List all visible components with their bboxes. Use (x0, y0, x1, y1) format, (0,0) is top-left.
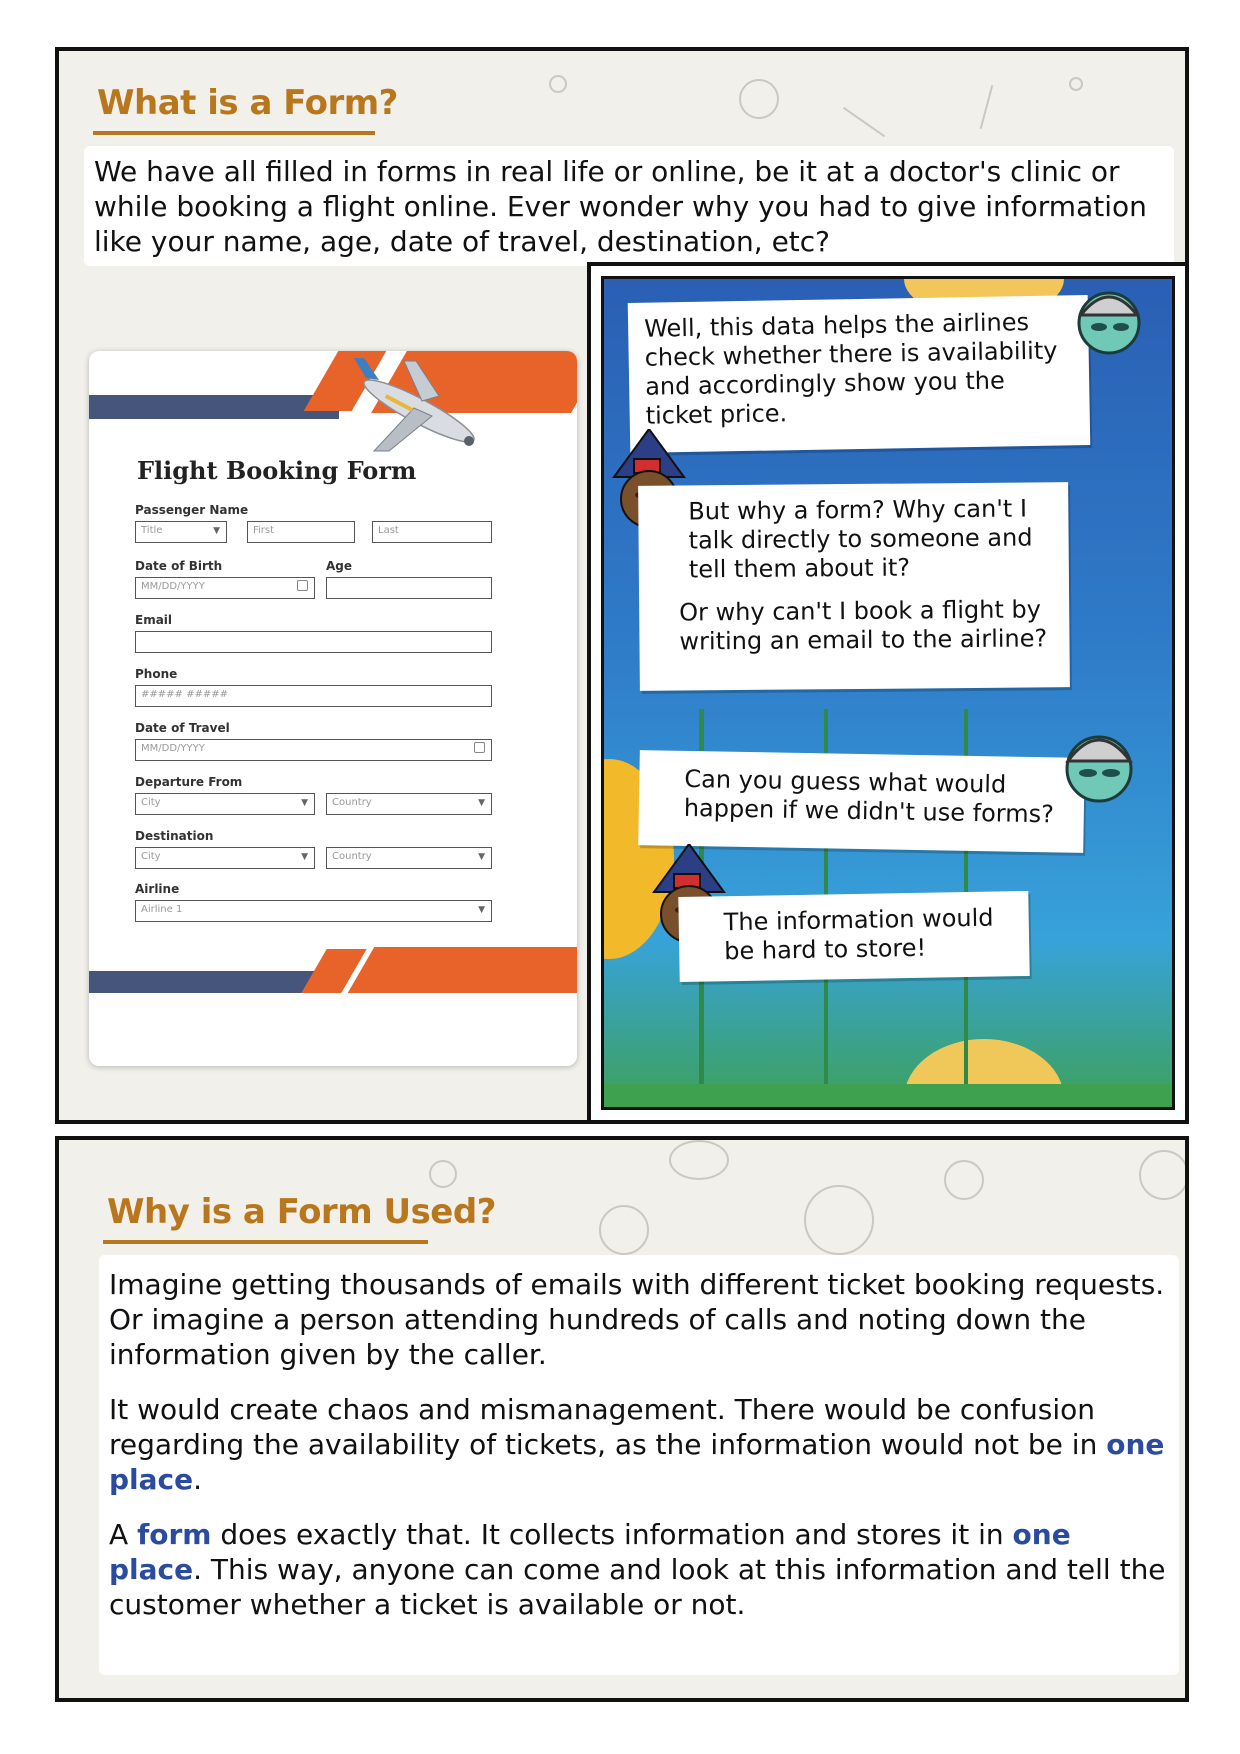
first-name-input[interactable]: First (247, 521, 355, 543)
decor-circle (599, 1205, 649, 1255)
speech-bubble (638, 482, 1070, 691)
chevron-down-icon: ▼ (478, 852, 485, 862)
highlight-one-place: one place (109, 1428, 1165, 1496)
heading-underline (93, 131, 375, 135)
airplane-icon (344, 356, 494, 461)
flight-booking-form (89, 351, 577, 1066)
email-input[interactable] (135, 631, 492, 653)
decor-line (980, 85, 994, 129)
airline-label: Airline (135, 882, 180, 896)
decor-circle (739, 79, 779, 119)
calendar-icon (474, 742, 485, 753)
chevron-down-icon: ▼ (301, 852, 308, 862)
last-name-input[interactable]: Last (372, 521, 492, 543)
grass (604, 1084, 1172, 1110)
speech-bubble (678, 891, 1029, 982)
destination-label: Destination (135, 829, 214, 843)
dob-input[interactable]: MM/DD/YYYY (135, 577, 315, 599)
phone-label: Phone (135, 667, 178, 681)
paragraph-1: Imagine getting thousands of emails with different ticket booking requests. Or imagine a person attending hundreds of calls and noting down the information given by the caller. (109, 1268, 1165, 1371)
chevron-down-icon: ▼ (478, 905, 485, 915)
chevron-down-icon: ▼ (478, 798, 485, 808)
decor-circle (1139, 1150, 1189, 1200)
navy-stripe (89, 971, 319, 993)
decor-circle (669, 1140, 729, 1180)
why-is-a-form-used-panel (55, 1136, 1189, 1702)
travel-date-input[interactable]: MM/DD/YYYY (135, 739, 492, 761)
travel-date-label: Date of Travel (135, 721, 230, 735)
phone-input[interactable]: ##### ##### (135, 685, 492, 707)
robot-character-icon (1069, 279, 1149, 359)
decor-line (843, 107, 885, 137)
explanation-card (99, 1255, 1179, 1675)
highlight-one-place: one place (109, 1518, 1071, 1586)
intro-text: We have all filled in forms in real life or online, be it at a doctor's clinic or while booking a flight online. Ever wonder why you had to give information like your name, age, date of travel, destination, etc? (94, 155, 1147, 258)
calendar-icon (297, 580, 308, 591)
chevron-down-icon: ▼ (213, 526, 220, 536)
airline-select[interactable]: Airline 1 ▼ (135, 900, 492, 922)
chevron-down-icon: ▼ (301, 798, 308, 808)
decor-circle (944, 1160, 984, 1200)
bubble-text: The information would be hard to store! (723, 903, 994, 966)
paragraph-2: It would create chaos and mismanagement. There would be confusion regarding the availability of tickets, as the information would not be in one place. (109, 1393, 1165, 1496)
comic-panel (587, 262, 1189, 1124)
passenger-name-label: Passenger Name (135, 503, 249, 517)
decor-circle (804, 1185, 874, 1255)
decor-circle (429, 1160, 457, 1188)
bubble-text: Can you guess what would happen if we didn't use forms? (683, 764, 1055, 829)
departure-country-select[interactable]: Country ▼ (326, 793, 492, 815)
dob-label: Date of Birth (135, 559, 223, 573)
destination-city-select[interactable]: City ▼ (135, 847, 315, 869)
robot-character-icon (1054, 719, 1144, 809)
decor-circle (549, 75, 567, 93)
decor-circle (1069, 77, 1083, 91)
destination-country-select[interactable]: Country ▼ (326, 847, 492, 869)
title-select[interactable]: Title ▼ (135, 521, 227, 543)
comic-scene (601, 276, 1175, 1110)
departure-label: Departure From (135, 775, 243, 789)
navy-stripe (89, 395, 339, 419)
paragraph-3: A form does exactly that. It collects information and stores it in one place. This way, anyone can come and look at this information and tell the customer whether a ticket is available or not. (109, 1518, 1166, 1621)
section-heading: What is a Form? (97, 83, 398, 123)
bubble-text: Well, this data helps the airlines check whether there is availability and accordingly show you the ticket price. (643, 308, 1058, 430)
intro-card (84, 146, 1174, 266)
highlight-form: form (137, 1518, 212, 1551)
speech-bubble (638, 750, 1085, 853)
age-input[interactable] (326, 577, 492, 599)
form-title: Flight Booking Form (137, 456, 417, 485)
email-label: Email (135, 613, 173, 627)
section-heading: Why is a Form Used? (107, 1192, 496, 1232)
age-label: Age (326, 559, 353, 573)
orange-stripe (348, 947, 577, 993)
bubble-text: But why a form? Why can't I talk directly to someone and tell them about it? (688, 494, 1033, 584)
bubble-text: Or why can't I book a flight by writing an email to the airline? (679, 595, 1048, 656)
speech-bubble (628, 295, 1091, 453)
heading-underline (103, 1240, 428, 1244)
departure-city-select[interactable]: City ▼ (135, 793, 315, 815)
